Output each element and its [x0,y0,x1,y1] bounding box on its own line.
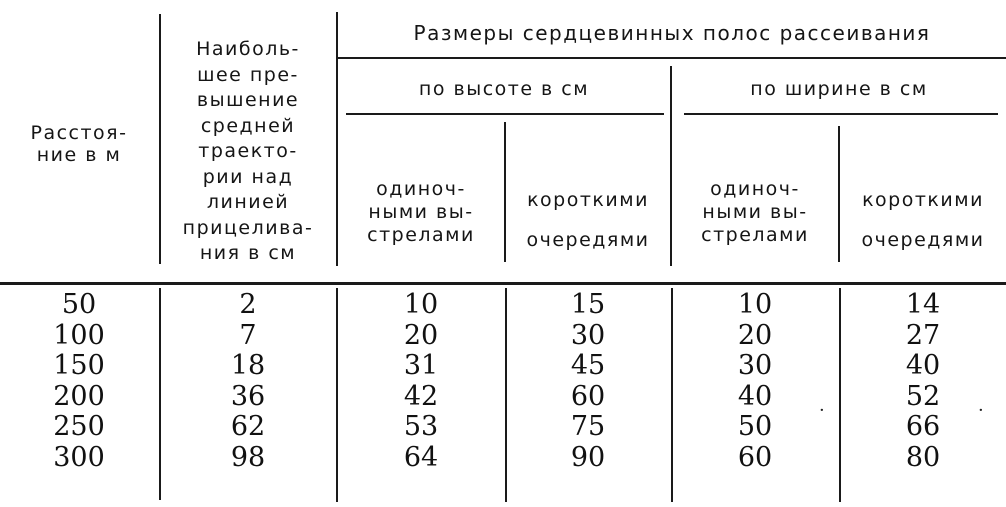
table-cell: 64 [403,441,439,473]
table-cell: 60 [737,441,773,473]
table-cell: 45 [570,350,606,381]
header-max-excess: Наиболь- шее пре- вышение средней траекто- рии над линией прицелива- ния в см [182,38,314,264]
table-cell: 100 [53,319,105,351]
header-width-single-shots: одиноч- ными вы- стрелами [701,178,809,246]
distance-column [0,290,158,473]
width-bursts-column [840,290,1006,473]
table-cell: 18 [230,350,266,381]
print-speck: · [978,400,984,421]
header-bottom-rule [0,282,1006,285]
table-cell: 14 [905,289,941,320]
table-cell: 10 [403,289,439,320]
table-cell: 27 [905,319,941,351]
header-width-short-bursts: короткими очередями [861,189,985,251]
table-cell: 40 [905,350,941,381]
header-height-group: по высоте в см [418,78,590,100]
table-cell: 90 [570,441,606,473]
header-height-single-shots: одиноч- ными вы- стрелами [367,178,475,246]
table-cell: 30 [570,319,606,351]
table-cell: 80 [905,441,941,473]
table-cell: 2 [239,289,257,320]
height-subgroup-rule [346,113,664,115]
table-cell: 75 [570,411,606,442]
table-cell: 52 [905,380,941,412]
table-cell: 50 [61,289,97,320]
table-cell: 7 [239,319,257,351]
header-width-group: по ширине в см [750,78,928,100]
print-speck: · [819,400,825,421]
height-single-column [338,290,504,473]
height-bursts-column [506,290,670,473]
table-cell: 42 [403,380,439,412]
header-distance: Расстоя- ние в м [30,122,128,166]
group-header-rule [338,57,1006,59]
table-cell: 10 [737,289,773,320]
table-cell: 66 [905,411,941,442]
max-excess-column [160,290,336,473]
table-cell: 20 [403,319,439,351]
table-cell: 62 [230,411,266,442]
table-cell: 50 [737,411,773,442]
table-cell: 300 [53,441,105,473]
width-single-column [672,290,838,473]
table-cell: 98 [230,441,266,473]
table-cell: 31 [403,350,439,381]
table-cell: 15 [570,289,606,320]
table-cell: 150 [53,350,105,381]
table-cell: 30 [737,350,773,381]
table-cell: 40 [737,380,773,412]
table-cell: 250 [53,411,105,442]
header-dispersion-group: Размеры сердцевинных полос рассеивания [413,21,931,45]
table-cell: 36 [230,380,266,412]
table-cell: 200 [53,380,105,412]
width-subgroup-rule [684,113,998,115]
header-height-short-bursts: короткими очередями [526,189,650,251]
table-cell: 20 [737,319,773,351]
table-cell: 60 [570,380,606,412]
table-cell: 53 [403,411,439,442]
